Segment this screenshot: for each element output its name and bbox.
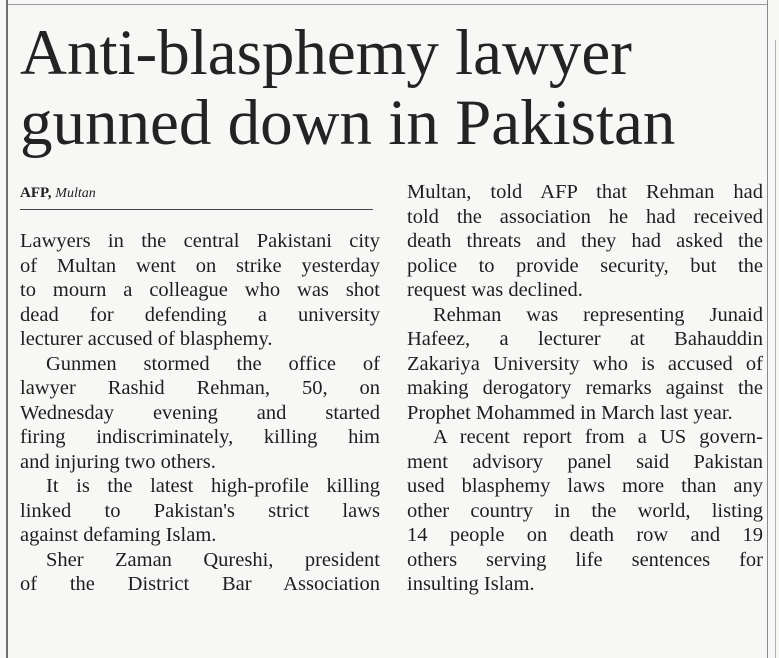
text-line: Lawyers in the central Pakistani city bbox=[20, 230, 380, 252]
text-line: Multan, told AFP that Rehman had bbox=[407, 181, 763, 203]
page-edge-right bbox=[775, 40, 776, 658]
page-border-left bbox=[6, 0, 8, 658]
text-line: of the District Bar Association bbox=[20, 573, 380, 595]
article-column-1 bbox=[20, 229, 380, 597]
text-line: A recent report from a US govern- bbox=[433, 426, 763, 448]
text-line: linked to Pakistan's strict laws bbox=[20, 499, 380, 522]
text-line: 14 people on death row and 19 bbox=[407, 524, 763, 546]
text-line: police to provide security, but the bbox=[407, 254, 763, 277]
article-column-2 bbox=[407, 180, 763, 597]
text-line: Sher Zaman Qureshi, president bbox=[46, 548, 380, 571]
headline-line-1: Anti-blasphemy lawyer bbox=[20, 17, 632, 89]
text-line: and injuring two others. bbox=[20, 450, 216, 473]
text-line: lawyer Rashid Rehman, 50, on bbox=[20, 377, 380, 399]
text-line: Wednesday evening and started bbox=[20, 401, 380, 424]
text-line: to mourn a colleague who was shot bbox=[20, 279, 380, 301]
text-line: dead for defending a university bbox=[20, 303, 380, 326]
text-line: used blasphemy laws more than any bbox=[407, 475, 763, 497]
page-border-right bbox=[767, 0, 768, 658]
text-line: Zakariya University who is accused of bbox=[407, 352, 763, 375]
text-line: of Multan went on strike yesterday bbox=[20, 254, 380, 277]
text-line: against defaming Islam. bbox=[20, 524, 217, 546]
text-line: request was declined. bbox=[407, 279, 583, 301]
text-line: ment advisory panel said Pakistan bbox=[407, 450, 763, 473]
text-line: insulting Islam. bbox=[407, 573, 535, 595]
text-line: firing indiscriminately, killing him bbox=[20, 426, 380, 448]
text-line: death threats and they had asked the bbox=[407, 230, 763, 252]
text-line: others serving life sentences for bbox=[407, 548, 763, 571]
text-line: Hafeez, a lecturer at Bahauddin bbox=[407, 328, 763, 350]
page-border-top bbox=[6, 4, 768, 5]
article-headline bbox=[20, 18, 765, 158]
byline bbox=[20, 185, 96, 202]
byline-rule bbox=[20, 209, 373, 210]
headline-line-2: gunned down in Pakistan bbox=[20, 87, 676, 159]
text-line: It is the latest high-profile killing bbox=[46, 475, 380, 497]
text-line: Prophet Mohammed in March last year. bbox=[407, 401, 733, 424]
byline-agency: AFP, bbox=[20, 185, 52, 201]
byline-location: Multan bbox=[55, 186, 96, 201]
text-line: told the association he had received bbox=[407, 205, 763, 228]
text-line: Gunmen stormed the office of bbox=[46, 352, 380, 375]
text-line: Rehman was representing Junaid bbox=[433, 303, 763, 326]
text-line: lecturer accused of blasphemy. bbox=[20, 328, 273, 350]
text-line: other country in the world, listing bbox=[407, 499, 763, 522]
text-line: making derogatory remarks against the bbox=[407, 377, 763, 399]
